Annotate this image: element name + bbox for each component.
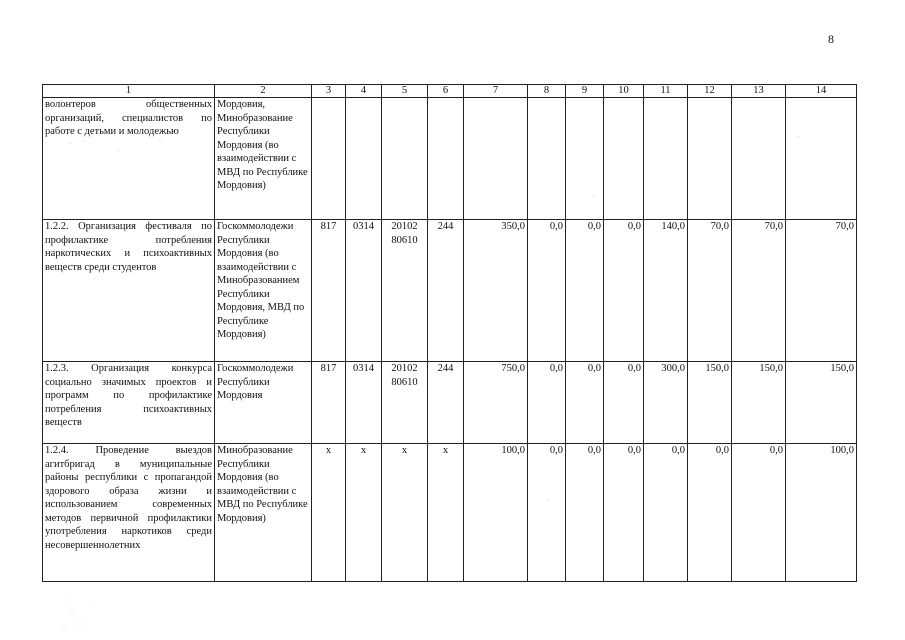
- cell-value: [732, 98, 786, 220]
- cell-value: 0,0: [604, 220, 644, 362]
- cell-value: [528, 98, 566, 220]
- cell-value: 150,0: [732, 362, 786, 444]
- cell-value: 150,0: [688, 362, 732, 444]
- cell-value: 0,0: [604, 362, 644, 444]
- cell-value: 0,0: [688, 444, 732, 582]
- column-number-row: [43, 85, 857, 98]
- cell-value: 817: [312, 362, 346, 444]
- column-header: 6: [428, 85, 464, 98]
- cell-value: 300,0: [644, 362, 688, 444]
- column-header: 5: [382, 85, 428, 98]
- cell-value: 817: [312, 220, 346, 362]
- row-executor: Минобразование Республики Мордовия (во взаимодействии с МВД по Республике Мордовия): [215, 444, 312, 582]
- cell-value: [382, 98, 428, 220]
- cell-value: 20102 80610: [382, 362, 428, 444]
- column-header: 8: [528, 85, 566, 98]
- cell-value: 0,0: [528, 220, 566, 362]
- column-header: 12: [688, 85, 732, 98]
- cell-value: 0314: [346, 362, 382, 444]
- cell-value: х: [428, 444, 464, 582]
- cell-value: 150,0: [786, 362, 857, 444]
- cell-value: 70,0: [786, 220, 857, 362]
- table-row: [43, 98, 857, 220]
- cell-value: 0314: [346, 220, 382, 362]
- cell-value: 0,0: [528, 444, 566, 582]
- cell-value: 750,0: [464, 362, 528, 444]
- column-header: 1: [43, 85, 215, 98]
- cell-value: 350,0: [464, 220, 528, 362]
- cell-value: 20102 80610: [382, 220, 428, 362]
- row-executor: Госкоммолодежи Республики Мордовия: [215, 362, 312, 444]
- row-description: 1.2.2. Организация фестиваля по профилактике потребления наркотических и психоактивных веществ среди студентов: [43, 220, 215, 362]
- cell-value: 70,0: [732, 220, 786, 362]
- row-executor: Мордовия, Минобразование Республики Мордовия (во взаимодействии с МВД по Республике Мордовия): [215, 98, 312, 220]
- cell-value: х: [382, 444, 428, 582]
- row-executor: Госкоммолодежи Республики Мордовия (во взаимодействии с Минобразованием Республики Мордовия, МВД по Республике Мордовия): [215, 220, 312, 362]
- table-row: [43, 362, 857, 444]
- page-number: 8: [828, 32, 834, 46]
- table-row: [43, 444, 857, 582]
- column-header: 9: [566, 85, 604, 98]
- cell-value: [688, 98, 732, 220]
- column-header: 14: [786, 85, 857, 98]
- cell-value: х: [346, 444, 382, 582]
- cell-value: [604, 98, 644, 220]
- cell-value: 0,0: [604, 444, 644, 582]
- cell-value: 0,0: [732, 444, 786, 582]
- column-header: 7: [464, 85, 528, 98]
- cell-value: 0,0: [528, 362, 566, 444]
- column-header: 3: [312, 85, 346, 98]
- cell-value: 70,0: [688, 220, 732, 362]
- cell-value: [312, 98, 346, 220]
- cell-value: [786, 98, 857, 220]
- column-header: 13: [732, 85, 786, 98]
- row-description: 1.2.3. Организация конкурса социально значимых проектов и программ по профилактике потребления психоактивных веществ: [43, 362, 215, 444]
- cell-value: 140,0: [644, 220, 688, 362]
- column-header: 2: [215, 85, 312, 98]
- cell-value: [464, 98, 528, 220]
- cell-value: [346, 98, 382, 220]
- cell-value: 244: [428, 220, 464, 362]
- column-header: 11: [644, 85, 688, 98]
- column-header: 10: [604, 85, 644, 98]
- cell-value: [566, 98, 604, 220]
- cell-value: [428, 98, 464, 220]
- cell-value: 100,0: [786, 444, 857, 582]
- row-description: волонтеров общественных организаций, специалистов по работе с детьми и молодежью: [43, 98, 215, 220]
- cell-value: 244: [428, 362, 464, 444]
- cell-value: х: [312, 444, 346, 582]
- cell-value: 0,0: [566, 362, 604, 444]
- cell-value: 0,0: [644, 444, 688, 582]
- column-header: 4: [346, 85, 382, 98]
- cell-value: 0,0: [566, 444, 604, 582]
- cell-value: [644, 98, 688, 220]
- table-row: [43, 220, 857, 362]
- row-description: 1.2.4. Проведение выездов агитбригад в муниципальные районы республики с пропагандой здорового образа жизни и использованием современных методов первичной профилактики употребления наркотиков среди несовершеннолетних: [43, 444, 215, 582]
- budget-table: [42, 84, 857, 582]
- cell-value: 100,0: [464, 444, 528, 582]
- cell-value: 0,0: [566, 220, 604, 362]
